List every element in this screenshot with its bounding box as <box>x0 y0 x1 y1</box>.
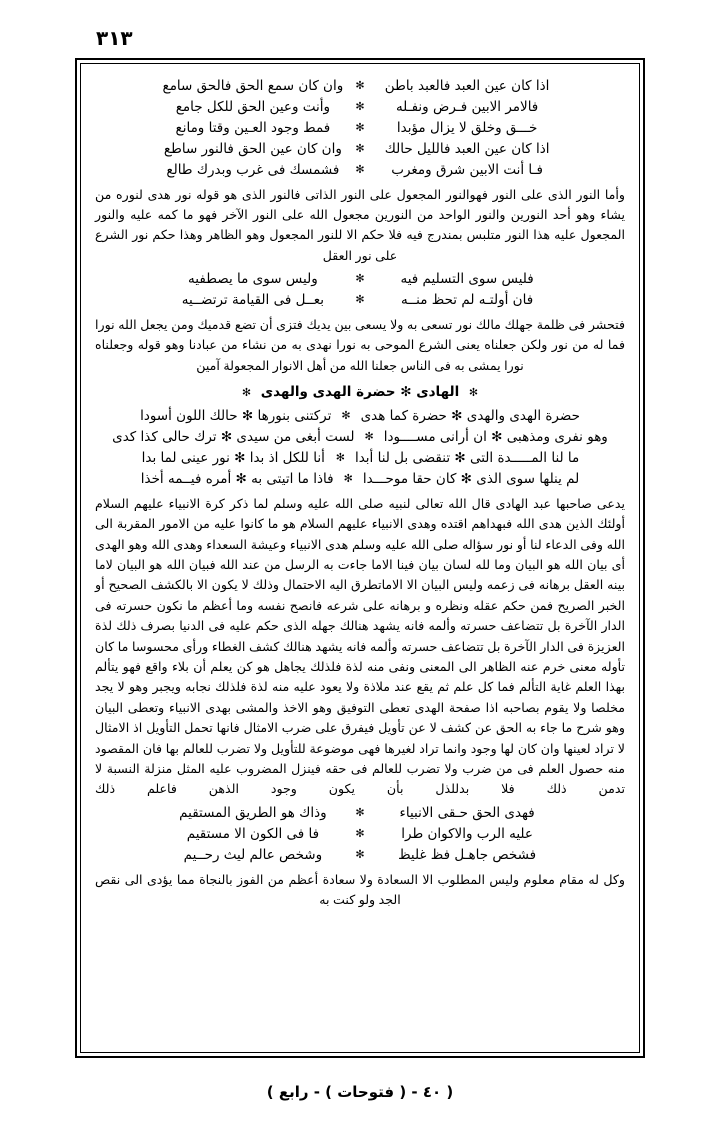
ornament-icon: ✻ <box>343 471 353 485</box>
verse-line <box>95 118 625 139</box>
section-heading-label: الهادى ✻ حضرة الهدى والهدى <box>260 384 460 401</box>
verse-line <box>95 97 625 118</box>
verse-hemistich-right: ما لنا المـــــدة التى ✻ تنقضى بل لنا أبدا <box>354 450 580 467</box>
verse-hemistich-right: خـــق وخلق لا يزال مؤبدا <box>396 119 538 136</box>
verse-line <box>95 139 625 160</box>
verse-hemistich-left: تركتنى بنورها ✻ حالك اللون أسودا <box>140 408 332 425</box>
verse-hemistich-left: وأنت وعين الحق للكل جامع <box>175 98 331 115</box>
ornament-icon: ✻ <box>335 451 345 465</box>
verse-line <box>95 448 625 469</box>
verse-hemistich-right: فان أولتـه لم تحظ منــه <box>401 292 534 309</box>
verse-block-lower <box>95 406 625 490</box>
ornament-icon: ✻ <box>468 386 479 400</box>
verse-hemistich-right: فـا أنت الابين شرق ومغرب <box>391 161 543 178</box>
paragraph-one: وأما النور الذى على النور فهوالنور المجعول على النور الذاتى فالنور الذى هو قوله نور هدى لنوره من يشاء وهو أحد النورين والنور الواحد من النورين مجعول الله على النور الآخر فهو ما كمه عليه والنور المجعول عليه هذا النور متلبس بمندرج فيه فلا حكم الا للنور المجعول وهو الظاهر وهذا حكم نور الشرع على نور العقل <box>95 186 625 263</box>
verse-block-end <box>95 803 625 866</box>
ornament-icon: ✻ <box>355 293 365 307</box>
verse-hemistich-left: أنا للكل اذ بدا ✻ نور عينى لما بدا <box>141 450 325 467</box>
verse-hemistich-left: فشمسك فى غرب وبدرك طالع <box>166 161 340 178</box>
verse-hemistich-right: فالامر الابين فـرض ونفـله <box>395 98 539 115</box>
ornament-icon: ✻ <box>364 430 374 444</box>
ornament-icon: ✻ <box>355 162 365 176</box>
paragraph-three: يدعى صاحبها عبد الهادى قال الله تعالى لنبيه صلى الله عليه وسلم لما ذكر كرة الانبياء عليهم السلام أولئك الذين هدى الله فبهداهم اقتده وهدى الانبياء عليهم السلام هو ما كانوا عليه من الامور المقربة الى الله وفى الدعاء لنا أو نور سؤاله صلى الله عليه وسلم هدى الانبياء وعيشة السعداء وهدى الله وهو الهدى أى بيان الله هو البيان وما لله لسان بيان فينا الاما جاءت به الرسل من عند الله فبيان الله هو البيان لاما بينه العقل برهانه فى زعمه وليس البيان الا الاماتطرق اليه الاحتمال وذلك لا يكون الا بالكشف الصحيح أو الخبر الصريح فمن حكم عقله ونظره و برهانه على شرعه فانصح نفسه وما أعظم ما نكون حسرته فى الدار الآخرة بل تتضاعف حسرته وألمه فانه يشهد هنالك جهله الذى حكم عليه فى الدنيا بصرف ذلك لذة العزيزة فى الدار الآخرة بل تتضاعف حسرته وألمه فانه يشهد هنالك كشف الغطاء ورأى محسوسا ما كان تأوله معنى خرم عنه الظاهر الى المعنى ونفى منه لذة فلذلك يجاهل هو كن يعلم أن بلاء واقع فهو يتألم بهذا العلم غاية التألم فما كل علم ثم يقع عند ملاذة ولا يعود عليه منه لذة فلذلك نجابه ويجبر وهو لا يجد مخلصا ولا يقوم بصاحبه اذا صفحة الهدى تعطى التوفيق وهو الاخذ والمشى بهدى الانبياء وتعطى البيان وهو شرح ما جاء به الحق عن كشف لا عن تأويل فيفرق على ضرب الامثال فانها تحمل التأويل اذ الامثال لا تراد لعينها وان كان لها وجود وانما تراد لغيرها فهى موضوعة للتأويل ولا تضرب للعالم بها فان المقصود منه حصول العلم فى من ضرب ولا تضرب للعالم فى حقه فينزل المضروب عليه المثل منزلة النسبة لا تدمن ذلك فلا بدللذل بأن يكون وجود الذهن فاعلم ذلك <box>95 495 625 797</box>
page-content <box>81 64 639 1052</box>
verse-hemistich-left: وشخص عالم ليث رحــيم <box>183 846 323 863</box>
verse-hemistich-right: لم ينلها سوى الذى ✻ كان حقا موحـــدا <box>362 470 580 487</box>
ornament-icon: ✻ <box>241 386 252 400</box>
verse-hemistich-right: فليس سوى التسليم فيه <box>400 271 534 288</box>
verse-line <box>95 469 625 490</box>
page-number: ٣١٣ <box>96 26 133 50</box>
verse-hemistich-right: اذا كان عين العبد فالليل حالك <box>384 140 550 157</box>
section-heading <box>95 384 625 400</box>
verse-hemistich-left: فا فى الكون الا مستقيم <box>186 825 320 842</box>
verse-hemistich-right: فهدى الحق حـقى الانبياء <box>399 804 535 821</box>
ornament-icon: ✻ <box>355 826 365 840</box>
verse-hemistich-right: فشخص جاهـل فظ غليظ <box>398 846 537 863</box>
verse-hemistich-left: وذاك هو الطريق المستقيم <box>179 804 327 821</box>
verse-line <box>95 269 625 290</box>
verse-hemistich-left: فمط وجود العـين وقتا ومانع <box>175 119 331 136</box>
verse-hemistich-right: عليه الرب والاكوان طرا <box>401 825 533 842</box>
verse-hemistich-left: بعــل فى القيامة ترتضــيه <box>181 292 324 309</box>
verse-hemistich-left: وان كان عين الحق فالنور ساطع <box>163 140 342 157</box>
verse-line <box>95 845 625 866</box>
verse-line <box>95 160 625 181</box>
ornament-icon: ✻ <box>355 847 365 861</box>
ornament-icon: ✻ <box>355 141 365 155</box>
page-footer: ( ٤٠ - ( فتوحات ) - رابع ) <box>266 1083 454 1101</box>
verse-line <box>95 427 625 448</box>
verse-line <box>95 824 625 845</box>
ornament-icon: ✻ <box>355 805 365 819</box>
verse-hemistich-left: وان كان سمع الحق فالحق سامع <box>162 78 344 94</box>
ornament-icon: ✻ <box>355 99 365 113</box>
verse-block-top <box>95 76 625 181</box>
verse-hemistich-right: حضرة الهدى والهدى ✻ حضرة كما هدى <box>360 408 580 425</box>
verse-line <box>95 76 625 97</box>
verse-line <box>95 803 625 824</box>
verse-hemistich-left: فاذا ما اتيتى به ✻ أمره فيــمه أخذا <box>140 470 334 487</box>
verse-hemistich-left: لست أبغى من سيدى ✻ ترك حالى كذا كدى <box>112 429 355 446</box>
closing-line: وكل له مقام معلوم وليس المطلوب الا السعادة ولا سعادة أعظم من الفوز بالنجاة مما يؤدى الى نقص الجد ولو كنت به <box>95 871 625 907</box>
verse-hemistich-left: وليس سوى ما يصطفيه <box>188 271 318 288</box>
paragraph-two: فتحشر فى ظلمة جهلك مالك نور تسعى به ولا يسعى بين يديك فتزى أن تضع قدميك ومن يجعل الله نورا فما له من نور ولكن جعلناه يعنى الشرع الموحى به نورا نهدى به من نشاء من عبادنا وهو قوله وجعلناه نورا يمشى به فى الناس جعلنا الله من أهل الانوار المجعولة آمين <box>95 317 625 373</box>
verse-hemistich-right: وهو نفرى ومذهبى ✻ ان أرانى مســــودا <box>383 429 608 446</box>
ornament-icon: ✻ <box>355 120 365 134</box>
ornament-icon: ✻ <box>355 79 365 92</box>
ornament-icon: ✻ <box>341 409 351 423</box>
verse-hemistich-right: اذا كان عين العبد فالعبد باطن <box>384 78 550 94</box>
ornament-icon: ✻ <box>355 272 365 286</box>
verse-line <box>95 406 625 427</box>
verse-block-middle <box>95 269 625 311</box>
verse-line <box>95 290 625 311</box>
